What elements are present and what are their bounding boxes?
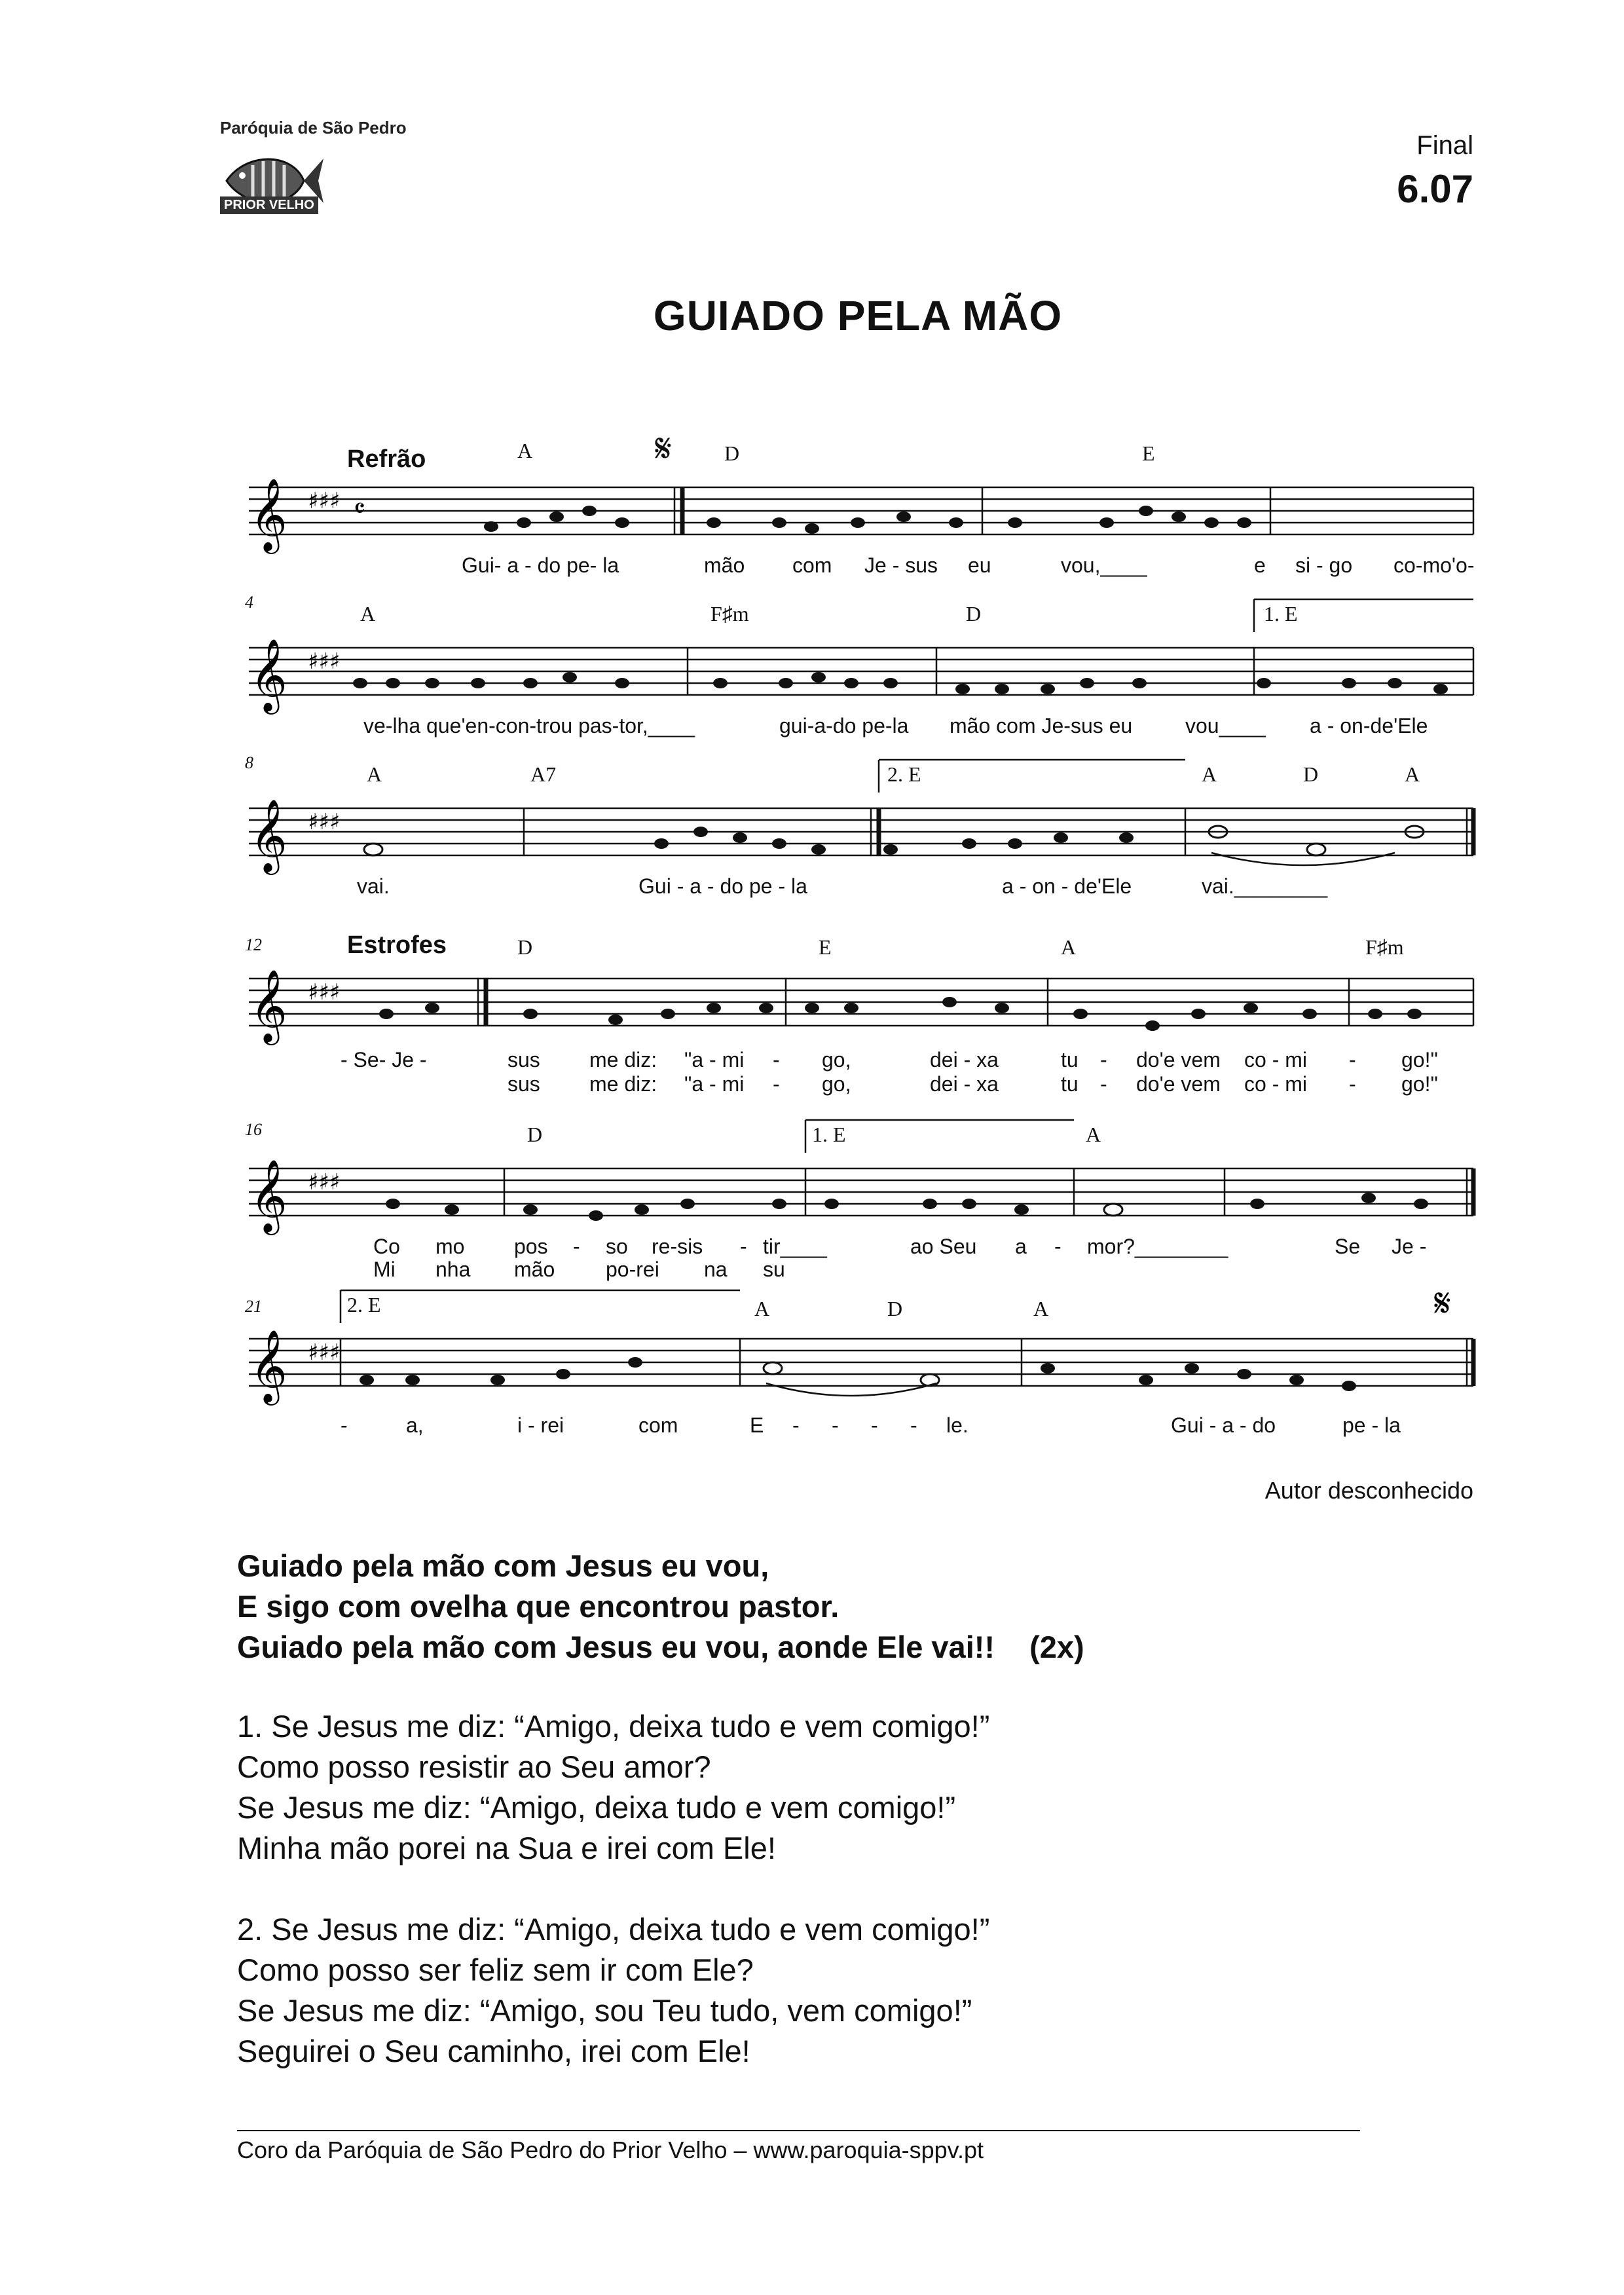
lyric: eu: [968, 553, 991, 577]
measure-number: 21: [245, 1297, 262, 1316]
lyric: "a - mi: [684, 1048, 745, 1072]
chord: A: [754, 1297, 770, 1320]
lyric: -: [1054, 1235, 1061, 1258]
lyric: pos: [514, 1235, 548, 1258]
measure-number: 4: [245, 593, 253, 612]
segno-icon: 𝄋: [655, 426, 672, 472]
lyric: -: [832, 1413, 839, 1437]
refrain-line-with-repeat: [237, 1627, 1084, 1668]
lyric: Je -: [1392, 1235, 1427, 1258]
lyric: com: [792, 553, 832, 577]
refrain-line: Guiado pela mão com Jesus eu vou,: [237, 1548, 769, 1583]
lyric: mão: [704, 553, 745, 577]
treble-clef-icon: 𝄞: [250, 638, 287, 711]
chord: D: [527, 1123, 543, 1146]
verses-label: Estrofes: [347, 931, 447, 959]
lyric: -: [910, 1413, 917, 1437]
lyric: go,: [822, 1048, 851, 1072]
logo-subtitle: PRIOR VELHO: [220, 196, 318, 214]
parish-label: Paróquia de São Pedro: [220, 118, 407, 138]
lyric: co-mo'o-: [1393, 553, 1475, 577]
measure-number: 16: [245, 1120, 262, 1139]
treble-clef-icon: 𝄞: [250, 477, 287, 551]
chord: D: [1303, 762, 1319, 786]
lyric: tu: [1061, 1048, 1079, 1072]
lyric: sus: [507, 1048, 540, 1072]
refrain-text: [237, 1546, 1084, 1668]
chord: 2. E: [347, 1293, 381, 1316]
lyric: -: [1100, 1072, 1107, 1096]
refrain-line: Guiado pela mão com Jesus eu vou, aonde Ele vai!!: [237, 1630, 995, 1664]
lyric: so: [606, 1235, 628, 1258]
lyric: i - rei: [517, 1413, 564, 1437]
treble-clef-icon: 𝄞: [250, 1329, 287, 1402]
verse-line: Se Jesus me diz: “Amigo, deixa tudo e vem comigo!”: [237, 1790, 956, 1825]
chord: A: [1033, 1297, 1049, 1320]
song-number: 6.07: [1397, 167, 1473, 211]
music-system-5: [242, 1113, 1473, 1297]
time-signature-icon: 𝄴: [354, 494, 365, 524]
treble-clef-icon: 𝄞: [250, 798, 287, 872]
lyric: E: [750, 1413, 764, 1437]
music-system-2: [242, 593, 1473, 750]
lyric: a: [1015, 1235, 1027, 1258]
lyric: a,: [406, 1413, 424, 1437]
music-system-3: [242, 753, 1473, 910]
lyric: le.: [946, 1413, 969, 1437]
lyric: go!": [1401, 1048, 1438, 1072]
section-label: Final: [1416, 131, 1473, 160]
treble-clef-icon: 𝄞: [250, 1159, 287, 1232]
staff: [242, 477, 1473, 551]
lyric: mão com Je-sus eu: [950, 714, 1133, 737]
chord: A: [367, 762, 382, 786]
key-signature-icon: ♯♯♯: [308, 648, 341, 675]
staff: [242, 638, 1473, 711]
verse-line: Como posso ser feliz sem ir com Ele?: [237, 1952, 754, 1987]
lyric: go,: [822, 1072, 851, 1096]
lyric: tu: [1061, 1072, 1079, 1096]
staff: [242, 1159, 1473, 1232]
lyric: go!": [1401, 1072, 1438, 1096]
lyric: gui-a-do pe-la: [779, 714, 909, 737]
key-signature-icon: ♯♯♯: [308, 1339, 341, 1366]
chord: A: [517, 439, 533, 462]
chord: F♯m: [710, 602, 749, 625]
lyric: vou____: [1185, 714, 1266, 737]
refrain-label: Refrão: [347, 445, 426, 473]
refrain-line: E sigo com ovelha que encontrou pastor.: [237, 1589, 840, 1624]
chord: A: [360, 602, 376, 625]
key-signature-icon: ♯♯♯: [308, 1169, 341, 1195]
chord: E: [1142, 441, 1155, 465]
verse-line: 1. Se Jesus me diz: “Amigo, deixa tudo e vem comigo!”: [237, 1709, 990, 1744]
verse-line: Se Jesus me diz: “Amigo, sou Teu tudo, vem comigo!”: [237, 1993, 972, 2028]
lyric: a - on-de'Ele: [1310, 714, 1428, 737]
chord: D: [724, 441, 740, 465]
music-system-4: [242, 917, 1473, 1107]
lyric: do'e vem: [1136, 1072, 1221, 1096]
lyric: -: [1349, 1072, 1356, 1096]
chord: A: [1061, 935, 1077, 959]
measure-number: 8: [245, 753, 253, 772]
chord: A: [1405, 762, 1420, 786]
measure-number: 12: [245, 935, 262, 954]
lyric: do'e vem: [1136, 1048, 1221, 1072]
lyric: Gui - a - do: [1171, 1413, 1276, 1437]
music-system-6: [242, 1280, 1473, 1454]
lyric: vou,____: [1061, 553, 1147, 577]
lyric: -: [792, 1413, 800, 1437]
lyric: Je - sus: [864, 553, 938, 577]
lyric: vai.: [357, 874, 390, 898]
verse-line: Minha mão porei na Sua e irei com Ele!: [237, 1831, 776, 1865]
chord: 1. E: [1264, 602, 1298, 625]
author: Autor desconhecido: [1264, 1477, 1473, 1504]
lyric: pe - la: [1342, 1413, 1401, 1437]
lyric: mor?________: [1087, 1235, 1228, 1258]
lyric: -: [1349, 1048, 1356, 1072]
lyric: ve-lha que'en-con-trou pas-tor,____: [363, 714, 695, 737]
repeat-marker: (2x): [1029, 1630, 1084, 1664]
lyric: co - mi: [1244, 1072, 1307, 1096]
treble-clef-icon: 𝄞: [250, 969, 287, 1042]
chord: 1. E: [812, 1123, 846, 1146]
chord: A: [1086, 1123, 1101, 1146]
lyric: tir____: [763, 1235, 827, 1258]
chord: D: [966, 602, 982, 625]
lyric: re-sis: [652, 1235, 703, 1258]
footer-divider: [237, 2130, 1360, 2131]
lyric: "a - mi: [684, 1072, 745, 1096]
lyric: -: [573, 1235, 580, 1258]
lyric: me diz:: [589, 1048, 657, 1072]
lyric: Co: [373, 1235, 400, 1258]
key-signature-icon: ♯♯♯: [308, 488, 341, 514]
song-title: GUIADO PELA MÃO: [653, 292, 1063, 339]
lyric: -: [871, 1413, 878, 1437]
key-signature-icon: ♯♯♯: [308, 809, 341, 835]
lyric: -: [773, 1048, 780, 1072]
lyric: nha: [435, 1258, 471, 1281]
lyric: Se: [1335, 1235, 1361, 1258]
lyric: vai.________: [1202, 874, 1328, 898]
lyric: -: [341, 1413, 348, 1437]
lyric: co - mi: [1244, 1048, 1307, 1072]
lyric: dei - xa: [930, 1048, 999, 1072]
key-signature-icon: ♯♯♯: [308, 979, 341, 1005]
lyric: a - on - de'Ele: [1002, 874, 1132, 898]
lyric: Mi: [373, 1258, 396, 1281]
lyric: - Se- Je -: [341, 1048, 427, 1072]
lyric: -: [740, 1235, 747, 1258]
chord: A: [1202, 762, 1217, 786]
verse-line: Seguirei o Seu caminho, irei com Ele!: [237, 2034, 750, 2068]
lyric: me diz:: [589, 1072, 657, 1096]
lyric: na: [704, 1258, 728, 1281]
verse-1: [237, 1706, 989, 1869]
chord: D: [517, 935, 533, 959]
lyric: mo: [435, 1235, 465, 1258]
chord: A7: [530, 762, 557, 786]
lyric: sus: [507, 1072, 540, 1096]
footer-text: Coro da Paróquia de São Pedro do Prior Velho – www.paroquia-sppv.pt: [237, 2136, 984, 2163]
chord: D: [887, 1297, 903, 1320]
lyric: e: [1254, 553, 1266, 577]
segno-icon: 𝄋: [1434, 1280, 1451, 1326]
staff: [242, 798, 1473, 872]
lyric: po-rei: [606, 1258, 659, 1281]
chord: 2. E: [887, 762, 921, 786]
chord: F♯m: [1365, 935, 1404, 959]
lyric: mão: [514, 1258, 555, 1281]
verse-2: [237, 1909, 989, 2072]
chord: E: [819, 935, 832, 959]
verse-line: 2. Se Jesus me diz: “Amigo, deixa tudo e vem comigo!”: [237, 1912, 990, 1947]
lyric: si - go: [1295, 553, 1353, 577]
staff: [242, 969, 1473, 1042]
lyric: com: [638, 1413, 678, 1437]
music-system-1: [242, 432, 1473, 589]
lyric: -: [1100, 1048, 1107, 1072]
lyric: dei - xa: [930, 1072, 999, 1096]
lyric: Gui- a - do pe- la: [462, 553, 619, 577]
verse-line: Como posso resistir ao Seu amor?: [237, 1749, 711, 1784]
lyric: -: [773, 1072, 780, 1096]
lyric: ao Seu: [910, 1235, 977, 1258]
lyric: su: [763, 1258, 785, 1281]
lyric: Gui - a - do pe - la: [638, 874, 807, 898]
